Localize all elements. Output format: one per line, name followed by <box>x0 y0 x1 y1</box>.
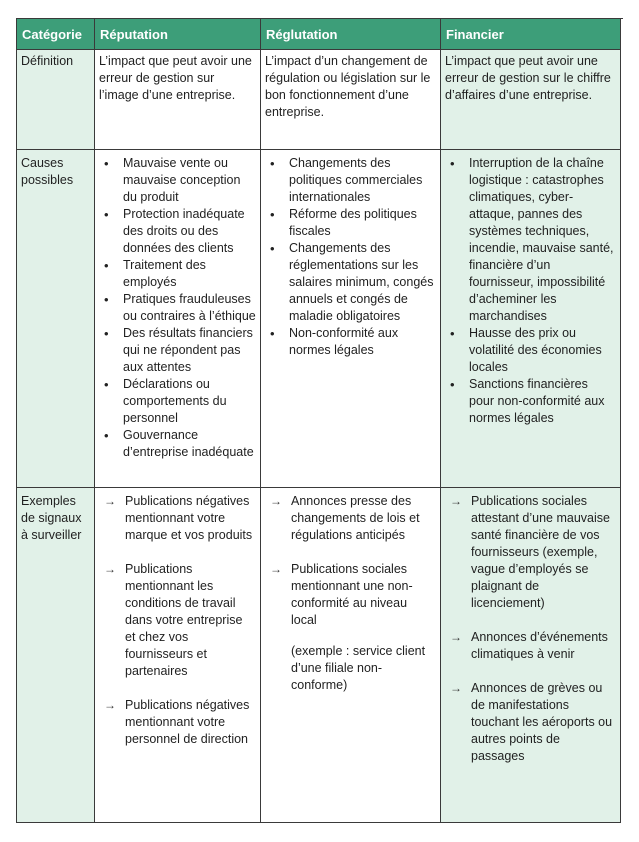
list-item: • Protection inadéquate des droits ou des données des clients <box>101 206 256 257</box>
list-item: • Interruption de la chaîne logistique : catastrophes climatiques, cyber-attaque, pannes des systèmes techniques, incendie, mauvaise santé, financière d’un fournisseur, impossibilité d’acheminer les marchandises <box>447 155 616 325</box>
causes-label: Causes possibles <box>16 150 95 488</box>
regulation-example-note: (exemple : service client d’une filiale non-conforme) <box>291 644 426 692</box>
arrow-right-icon: → <box>104 698 116 712</box>
definition-row <box>16 50 623 150</box>
examples-regulation <box>261 488 441 823</box>
causes-reputation <box>95 150 261 488</box>
list-item: → Annonces d’événements climatiques à venir <box>450 630 608 661</box>
list-item: • Pratiques frauduleuses ou contraires à l’éthique <box>101 291 256 325</box>
arrow-right-icon: → <box>450 494 462 508</box>
arrow-right-icon: → <box>104 494 116 508</box>
definition-regulation: L’impact d’un changement de régulation ou législation sur le bon fonctionnement d’une entreprise. <box>261 50 441 150</box>
header-reputation: Réputation <box>95 19 261 50</box>
list-item: → Publications mentionnant les conditions de travail dans votre entreprise et chez vos fournisseurs et partenaires <box>104 562 243 678</box>
list-item: • Changements des politiques commerciales internationales <box>267 155 436 206</box>
list-item: • Réforme des politiques fiscales <box>267 206 436 240</box>
list-item: • Hausse des prix ou volatilité des économies locales <box>447 325 616 376</box>
arrow-right-icon: → <box>450 630 462 644</box>
definition-reputation: L’impact que peut avoir une erreur de gestion sur l’image d’une entreprise. <box>95 50 261 150</box>
arrow-right-icon: → <box>270 494 282 508</box>
header-financier: Financier <box>441 19 621 50</box>
definition-financier: L’impact que peut avoir une erreur de gestion sur le chiffre d’affaires d’une entreprise. <box>441 50 621 150</box>
list-item: → Annonces presse des changements de lois et régulations anticipés <box>270 494 420 542</box>
list-item: • Traitement des employés <box>101 257 256 291</box>
table-header-row <box>16 18 623 50</box>
list-item: • Gouvernance d’entreprise inadéquate <box>101 427 256 461</box>
list-item: → Publications négatives mentionnant votre marque et vos produits <box>104 494 253 542</box>
examples-reputation <box>95 488 261 823</box>
header-category: Catégorie <box>16 19 95 50</box>
list-item: → Annonces de grèves ou de manifestations touchant les aéroports ou autres points de passages <box>450 681 613 763</box>
list-item: • Non-conformité aux normes légales <box>267 325 436 359</box>
list-item: → Publications sociales attestant d’une mauvaise santé financière de vos fournisseurs (exemple, vague d’employés se plaignant de licenciement) <box>450 494 610 610</box>
list-item: • Déclarations ou comportements du personnel <box>101 376 256 427</box>
list-item: → Publications sociales mentionnant une non-conformité au niveau local <box>270 562 413 627</box>
risk-table <box>16 18 623 823</box>
list-item: → Publications négatives mentionnant votre personnel de direction <box>104 698 250 746</box>
causes-regulation <box>261 150 441 488</box>
list-item: • Mauvaise vente ou mauvaise conception du produit <box>101 155 256 206</box>
causes-financier <box>441 150 621 488</box>
arrow-right-icon: → <box>450 681 462 695</box>
examples-financier <box>441 488 621 823</box>
header-regulation: Réglutation <box>261 19 441 50</box>
list-item: • Changements des réglementations sur les salaires minimum, congés annuels et congés de maladie obligatoires <box>267 240 436 325</box>
arrow-right-icon: → <box>270 562 282 576</box>
examples-row <box>16 488 623 823</box>
definition-label: Définition <box>16 50 95 150</box>
causes-row <box>16 150 623 488</box>
list-item: • Sanctions financières pour non-conformité aux normes légales <box>447 376 616 427</box>
list-item: • Des résultats financiers qui ne répondent pas aux attentes <box>101 325 256 376</box>
arrow-right-icon: → <box>104 562 116 576</box>
examples-label: Exemples de signaux à surveiller <box>16 488 95 823</box>
